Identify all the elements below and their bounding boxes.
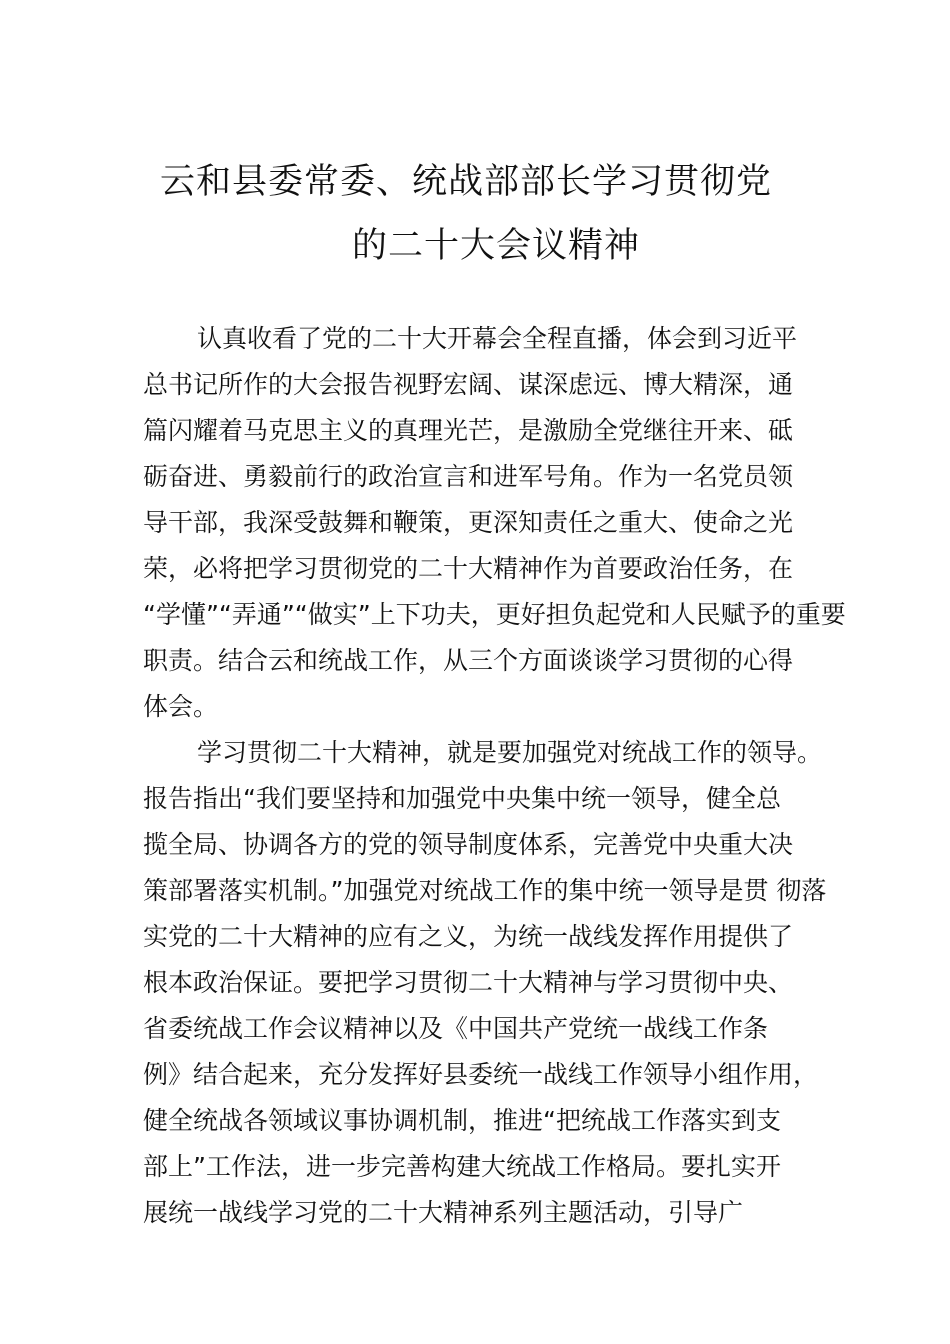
paragraph-1-line: 体会。 [143, 692, 219, 721]
paragraph-2-line: 策部署落实机制。”加强党对统战工作的集中统一领导是贯 彻落 [143, 876, 827, 905]
paragraph-1-line: 总书记所作的大会报告视野宏阔、谋深虑远、博大精深，通 [143, 370, 794, 399]
paragraph-2-line: 学习贯彻二十大精神，就是要加强党对统战工作的领导。 [197, 738, 823, 767]
paragraph-2-line: 根本政治保证。要把学习贯彻二十大精神与学习贯彻中央、 [143, 968, 794, 997]
paragraph-2-line: 实党的二十大精神的应有之义，为统一战线发挥作用提供了 [143, 922, 794, 951]
paragraph-1-line: 荣，必将把学习贯彻党的二十大精神作为首要政治任务，在 [143, 554, 794, 583]
paragraph-1-line: 职责。结合云和统战工作，从三个方面谈谈学习贯彻的心得 [143, 646, 794, 675]
paragraph-2-line: 揽全局、协调各方的党的领导制度体系，完善党中央重大决 [143, 830, 794, 859]
paragraph-2-line: 例》结合起来，充分发挥好县委统一战线工作领导小组作用， [143, 1060, 819, 1089]
document-title-line-2: 的二十大会议精神 [352, 226, 641, 266]
document-title-line-1: 云和县委常委、统战部部长学习贯彻党 [160, 162, 773, 202]
paragraph-1-line: “学懂”“弄通”“做实”上下功夫，更好担负起党和人民赋予的重要 [143, 600, 846, 629]
paragraph-1-line: 导干部，我深受鼓舞和鞭策，更深知责任之重大、使命之光 [143, 508, 794, 537]
paragraph-2-line: 部上”工作法，进一步完善构建大统战工作格局。要扎实开 [143, 1152, 781, 1181]
paragraph-1-line: 篇闪耀着马克思主义的真理光芒，是激励全党继往开来、砥 [143, 416, 794, 445]
paragraph-2-line: 省委统战工作会议精神以及《中国共产党统一战线工作条 [143, 1014, 769, 1043]
paragraph-2-line: 展统一战线学习党的二十大精神系列主题活动，引导广 [143, 1198, 744, 1227]
paragraph-1-line: 认真收看了党的二十大开幕会全程直播，体会到习近平 [197, 324, 798, 353]
paragraph-2-line: 健全统战各领域议事协调机制，推进“把统战工作落实到支 [143, 1106, 781, 1135]
paragraph-1-line: 砺奋进、勇毅前行的政治宣言和进军号角。作为一名党员领 [143, 462, 794, 491]
paragraph-2-line: 报告指出“我们要坚持和加强党中央集中统一领导，健全总 [143, 784, 781, 813]
document-body [143, 316, 846, 1236]
